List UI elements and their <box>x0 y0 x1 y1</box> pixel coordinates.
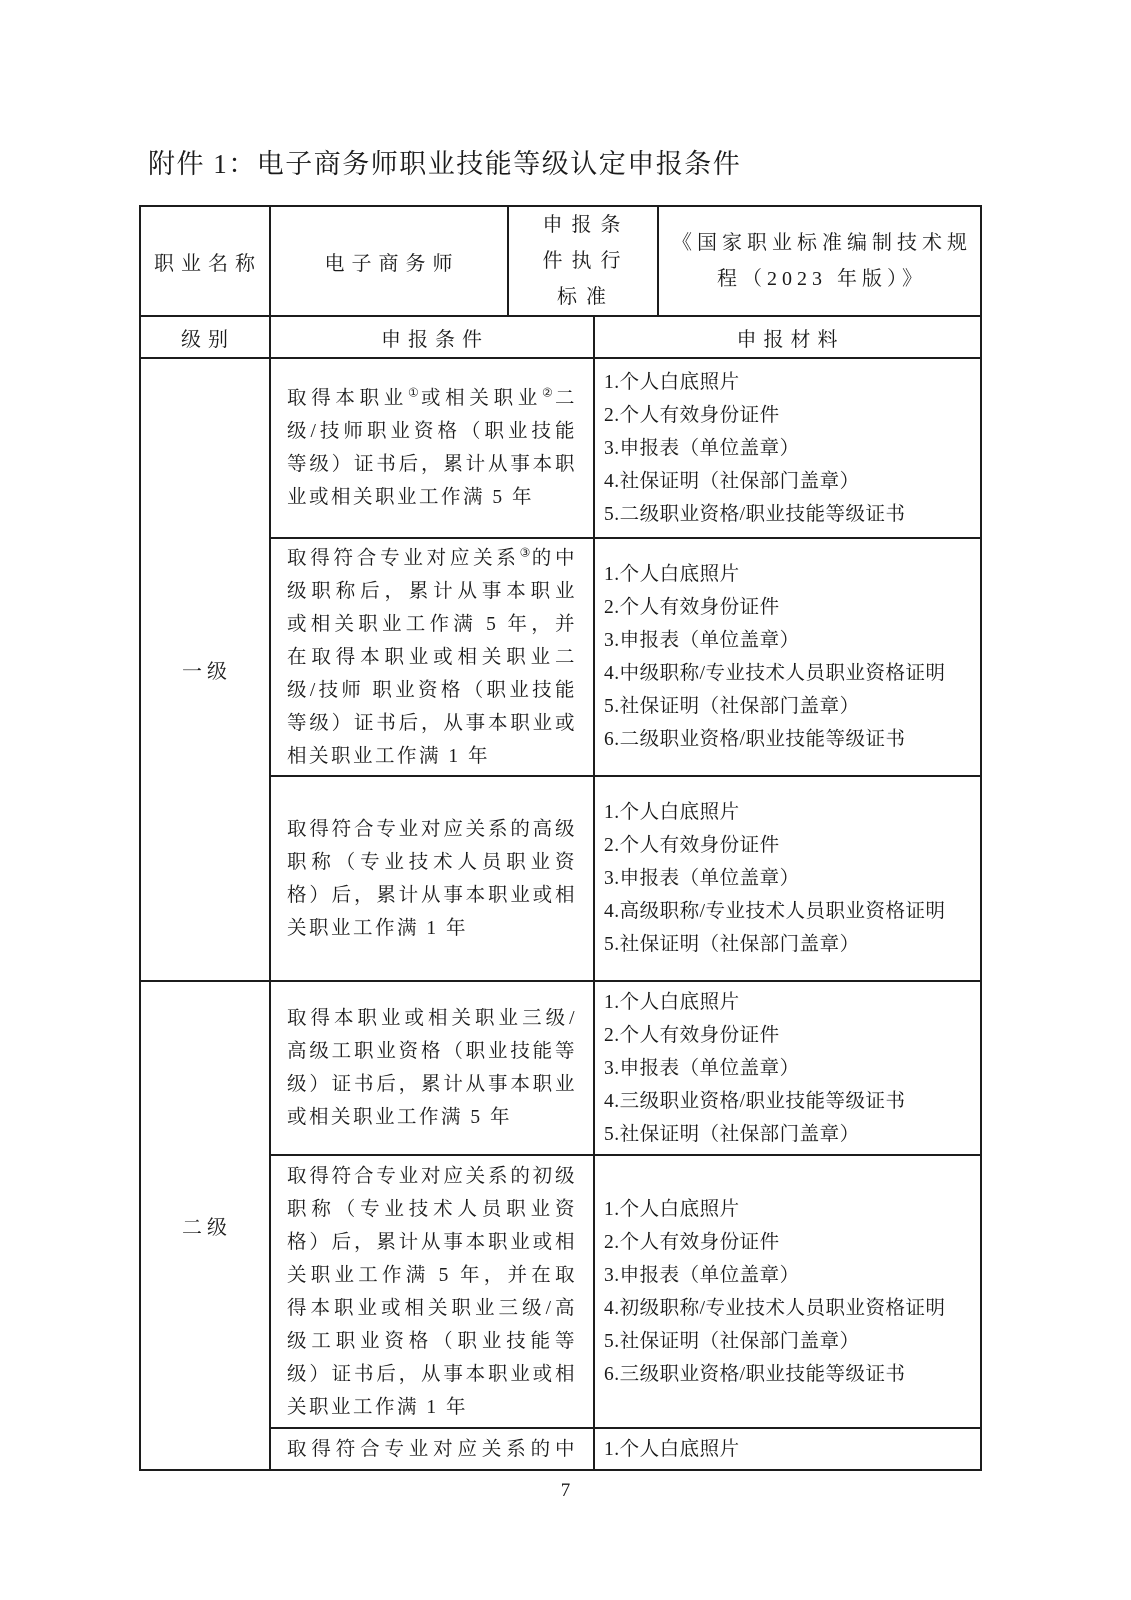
page-number: 7 <box>560 1480 571 1501</box>
page-title: 附件 1：电子商务师职业技能等级认定申报条件 <box>148 149 742 179</box>
material-item: 6.二级职业资格/职业技能等级证书 <box>604 729 906 750</box>
material-item: 3.申报表（单位盖章） <box>604 1057 800 1079</box>
material-item: 3.申报表（单位盖章） <box>604 437 800 459</box>
level-1-label: 一级 <box>140 358 270 981</box>
material-item: 1.个人白底照片 <box>604 991 740 1013</box>
material-item: 2.个人有效身份证件 <box>604 835 780 856</box>
material-item: 3.申报表（单位盖章） <box>604 630 800 651</box>
material-item: 2.个人有效身份证件 <box>604 1231 780 1253</box>
materials-cell <box>594 538 981 776</box>
column-header-materials: 申报材料 <box>594 316 981 358</box>
table-row <box>140 358 981 538</box>
material-item: 5.社保证明（社保部门盖章） <box>604 1330 860 1352</box>
materials-cell <box>594 1428 981 1470</box>
column-header-level: 级别 <box>140 316 270 358</box>
material-item: 5.二级职业资格/职业技能等级证书 <box>604 503 906 525</box>
material-item: 4.三级职业资格/职业技能等级证书 <box>604 1090 906 1112</box>
conditions-table <box>139 205 982 1471</box>
material-item: 5.社保证明（社保部门盖章） <box>604 934 860 955</box>
material-item: 1.个人白底照片 <box>604 371 740 393</box>
occupation-name-label: 职业名称 <box>140 206 270 316</box>
material-item: 3.申报表（单位盖章） <box>604 868 800 889</box>
table-row <box>140 981 981 1155</box>
material-item: 2.个人有效身份证件 <box>604 1024 780 1046</box>
material-item: 4.高级职称/专业技术人员职业资格证明 <box>604 901 946 922</box>
condition-cell: 取得符合专业对应关系的高级职称（专业技术人员职业资格）后，累计从事本职业或相关职业工作满 1 年 <box>270 776 594 981</box>
material-item: 1.个人白底照片 <box>604 802 740 823</box>
condition-cell: 取得符合专业对应关系的中 <box>270 1428 594 1470</box>
level-2-label: 二级 <box>140 981 270 1470</box>
materials-cell <box>594 1155 981 1428</box>
materials-cell <box>594 981 981 1155</box>
material-item: 6.三级职业资格/职业技能等级证书 <box>604 1363 906 1385</box>
condition-cell: 取得符合专业对应关系③的中级职称后，累计从事本职业 或相关职业工作满 5 年，并在取得本职业或相关职业二级/技师 职业资格（职业技能等级）证书后，从事本职业或相关职业工作满 1 年 <box>270 538 594 776</box>
table-subheader-row <box>140 316 981 358</box>
material-item: 1.个人白底照片 <box>604 564 740 585</box>
material-item: 1.个人白底照片 <box>604 1438 740 1460</box>
condition-cell: 取得本职业①或相关职业②二级/技师职业资格（职业技能等级）证书后，累计从事本职业或相关职业工作满 5 年 <box>270 358 594 538</box>
material-item: 2.个人有效身份证件 <box>604 404 780 426</box>
condition-cell: 取得本职业或相关职业三级/高级工职业资格（职业技能等级）证书后，累计从事本职业或相关职业工作满 5 年 <box>270 981 594 1155</box>
material-item: 5.社保证明（社保部门盖章） <box>604 1123 860 1145</box>
column-header-condition: 申报条件 <box>270 316 594 358</box>
occupation-name-value: 电子商务师 <box>270 206 508 316</box>
table-header-row <box>140 206 981 316</box>
material-item: 2.个人有效身份证件 <box>604 597 780 618</box>
material-item: 4.社保证明（社保部门盖章） <box>604 470 860 492</box>
standard-label: 申报条件执行标准 <box>508 206 658 316</box>
condition-cell: 取得符合专业对应关系的初级职称（专业技术人员职业资格）后，累计从事本职业或相关职业工作满 5 年，并在取得本职业或相关职业三级/高级工职业资格（职业技能等级）证书后，从事本职业或相关职业工作满 1 年 <box>270 1155 594 1428</box>
materials-cell <box>594 358 981 538</box>
material-item: 5.社保证明（社保部门盖章） <box>604 696 860 717</box>
material-item: 1.个人白底照片 <box>604 1198 740 1220</box>
material-item: 4.初级职称/专业技术人员职业资格证明 <box>604 1297 946 1319</box>
standard-value: 《国家职业标准编制技术规程（2023 年版）》 <box>658 206 981 316</box>
material-item: 4.中级职称/专业技术人员职业资格证明 <box>604 663 946 684</box>
material-item: 3.申报表（单位盖章） <box>604 1264 800 1286</box>
materials-cell <box>594 776 981 981</box>
